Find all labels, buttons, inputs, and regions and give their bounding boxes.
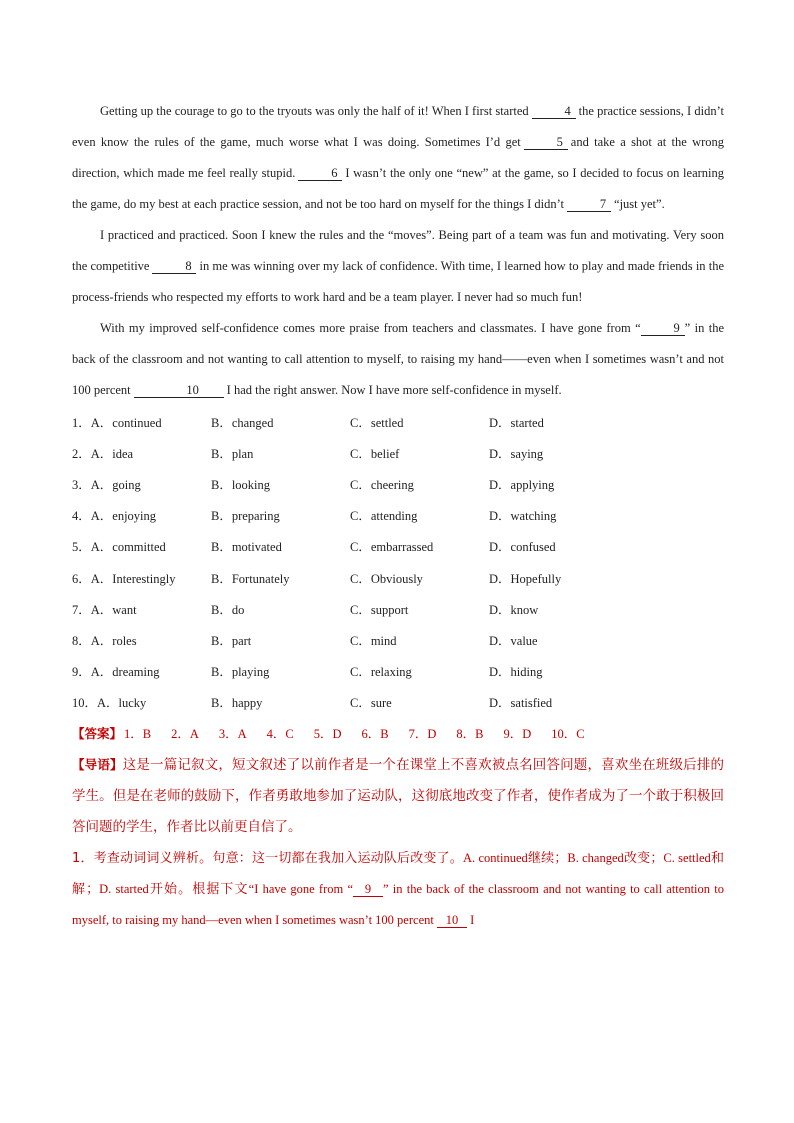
option-b: B．plan (211, 446, 254, 461)
analysis-text: ” in the back of the classroom and not wanting to call attention to myself, to raising my hand—even when I sometimes wasn’t 100 percent (72, 881, 724, 927)
option-d: D．applying (489, 477, 555, 492)
analysis-text: A. continued (463, 850, 528, 865)
question-row (72, 437, 724, 468)
analysis-text: D. started (99, 881, 149, 896)
question-row (72, 656, 724, 687)
passage-paragraph-1 (72, 96, 724, 220)
option-a: 5．A．committed (72, 540, 166, 555)
option-c: C．support (350, 602, 409, 617)
analysis-text: 开始。根据下文 (148, 881, 249, 897)
guide-paragraph (72, 749, 724, 843)
blank-10: 10 (134, 383, 224, 398)
option-c: C．cheering (350, 477, 414, 492)
option-b: B．Fortunately (211, 571, 290, 586)
option-c: C．settled (350, 415, 404, 430)
passage-text: I wasn’t the only one “new” at the game, so I decided to focus on learning the game, do my best at each practice session, and not be too hard on myself for the things I didn’t (72, 166, 725, 211)
option-c: C．attending (350, 509, 418, 524)
option-d: D．saying (489, 446, 544, 461)
option-b: B．preparing (211, 509, 280, 524)
answer-label: 【答案】 (72, 726, 123, 742)
option-a: 1．A．continued (72, 415, 162, 430)
option-a: 6．A．Interestingly (72, 571, 176, 586)
analysis-text: 继续； (527, 850, 568, 866)
analysis-blank-9: 9 (353, 882, 383, 897)
analysis-paragraph (72, 843, 724, 936)
analysis-blank-10: 10 (437, 913, 467, 928)
option-c: C．Obviously (350, 571, 423, 586)
option-c: C．sure (350, 696, 392, 711)
option-d: D．watching (489, 509, 557, 524)
answer-item: 7．D (408, 727, 437, 742)
analysis-text: 1．考查动词词义辨析。句意：这一切都在我加入运动队后改变了。 (72, 850, 464, 866)
option-a: 9．A．dreaming (72, 665, 160, 680)
passage-text: “just yet”. (614, 197, 665, 211)
passage-text: the practice sessions, I didn’t even know the rules of the game, much worse what I was doing. Sometimes I’d get (72, 104, 724, 149)
option-a: 10．A．lucky (72, 696, 147, 711)
option-d: D．hiding (489, 665, 543, 680)
option-a: 3．A．going (72, 477, 141, 492)
passage-paragraph-2 (72, 220, 724, 313)
option-a: 4．A．enjoying (72, 509, 157, 524)
option-a: 8．A．roles (72, 633, 137, 648)
option-c: C．embarrassed (350, 540, 434, 555)
option-d: D．confused (489, 540, 556, 555)
analysis-text: “I have gone from “ (248, 881, 353, 896)
option-a: 2．A．idea (72, 446, 134, 461)
answer-line (72, 718, 724, 749)
analysis-text: I (470, 912, 475, 927)
blank-9: 9 (641, 321, 685, 336)
passage-text: With my improved self-confidence comes more praise from teachers and classmates. I have gone from “ (100, 321, 641, 335)
question-row (72, 406, 724, 437)
option-d: D．value (489, 633, 538, 648)
document-page (72, 96, 724, 936)
option-b: B．motivated (211, 540, 282, 555)
answer-item: 6．B (361, 727, 389, 742)
passage-text: I practiced and practiced. Soon I knew the rules and the “moves”. Being part of a team was fun and motivating. Very soon the competitive (72, 228, 724, 273)
passage-paragraph-3 (72, 313, 724, 406)
option-b: B．changed (211, 415, 274, 430)
question-row (72, 500, 724, 531)
option-d: D．started (489, 415, 544, 430)
option-d: D．know (489, 602, 539, 617)
blank-7: 7 (567, 197, 611, 212)
question-row (72, 531, 724, 562)
analysis-text: C. settled (663, 850, 711, 865)
option-c: C．belief (350, 446, 400, 461)
analysis-text: B. changed (567, 850, 624, 865)
passage-text: ” in the back of the classroom and not wanting to call attention to myself, to raising my hand——even when I sometimes wasn’t and not 100 percent (72, 321, 724, 397)
question-row (72, 687, 724, 718)
answer-item: 8．B (456, 727, 484, 742)
option-b: B．playing (211, 665, 270, 680)
option-c: C．relaxing (350, 665, 412, 680)
analysis-text: 改变； (623, 850, 664, 866)
option-c: C．mind (350, 633, 397, 648)
option-d: D．satisfied (489, 696, 553, 711)
answer-item: 5．D (313, 727, 342, 742)
question-row (72, 593, 724, 624)
answer-item: 3．A (218, 727, 247, 742)
passage-text: and take a shot at the wrong direction, which made me feel really stupid. (72, 135, 725, 180)
answer-item: 9．D (503, 727, 532, 742)
blank-8: 8 (152, 259, 196, 274)
question-row (72, 468, 724, 499)
question-row (72, 624, 724, 655)
passage-text: in me was winning over my lack of confidence. With time, I learned how to play and made friends in the process-friends who respected my efforts to work hard and be a team player. I never had so much fun! (72, 259, 725, 304)
analysis-text: 和解； (72, 850, 724, 897)
option-d: D．Hopefully (489, 571, 562, 586)
answer-item: 1．B (124, 727, 152, 742)
passage-text: Getting up the courage to go to the tryouts was only the half of it! When I first started (100, 104, 529, 118)
option-b: B．part (211, 633, 252, 648)
answer-item: 2．A (171, 727, 199, 742)
passage-text: I had the right answer. Now I have more self-confidence in myself. (226, 383, 562, 397)
answer-item: 4．C (266, 727, 294, 742)
option-b: B．happy (211, 696, 263, 711)
blank-4: 4 (532, 104, 576, 119)
question-row (72, 562, 724, 593)
blank-6: 6 (298, 166, 342, 181)
option-a: 7．A．want (72, 602, 137, 617)
guide-label: 【导语】 (72, 756, 123, 772)
guide-text: 这是一篇记叙文，短文叙述了以前作者是一个在课堂上不喜欢被点名回答问题，喜欢坐在班级后排的学生。但是在老师的鼓励下，作者勇敢地参加了运动队，这彻底地改变了作者，使作者成为了一个敢于积极回答问题的学生，作者比以前更自信了。 (72, 756, 724, 835)
blank-5: 5 (524, 135, 568, 150)
question-options-list (72, 406, 724, 718)
option-b: B．do (211, 602, 245, 617)
answer-item: 10．C (551, 727, 585, 742)
option-b: B．looking (211, 477, 271, 492)
